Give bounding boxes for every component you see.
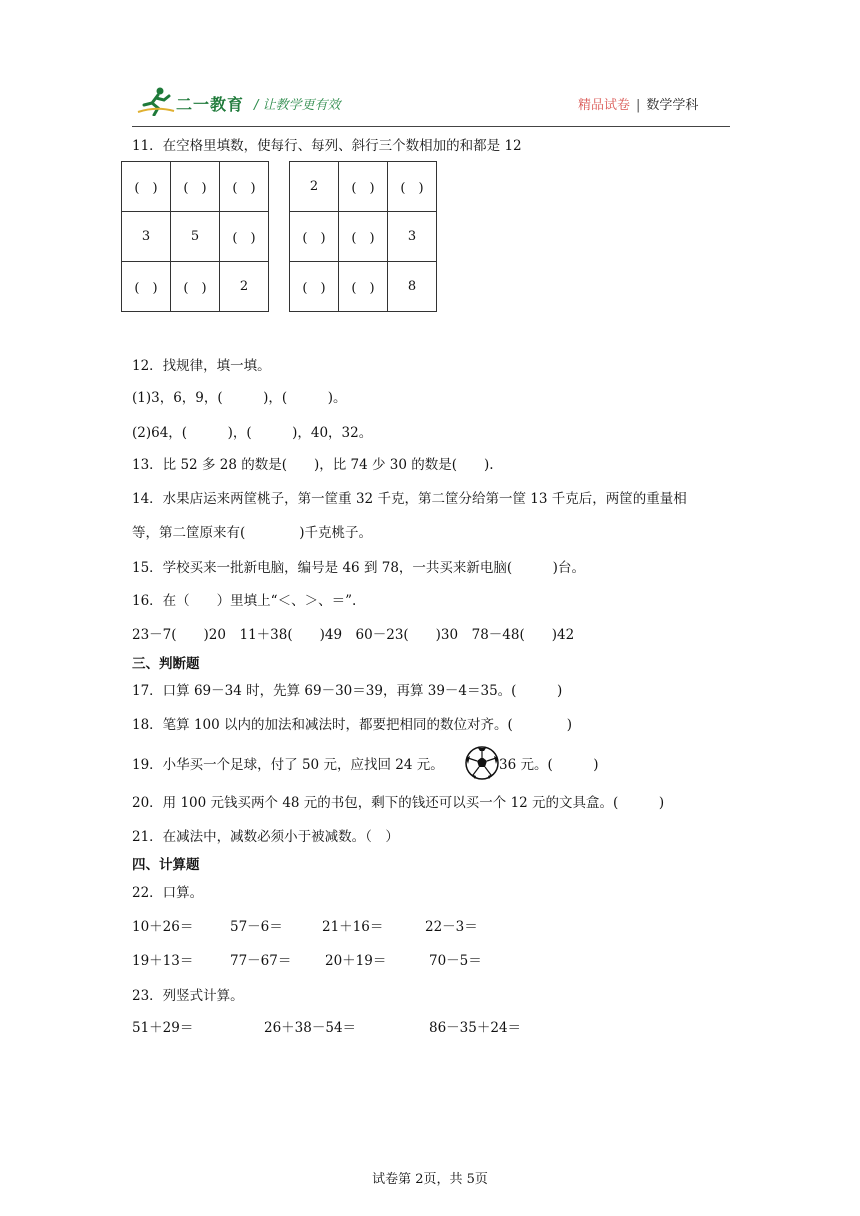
grid-cell[interactable]: ( ) — [122, 262, 171, 312]
grid-cell: 3 — [122, 212, 171, 262]
calc-item: 70－5＝ — [429, 953, 482, 969]
calc-item: 21＋16＝ — [322, 919, 384, 935]
grid-cell: 5 — [171, 212, 220, 262]
question-21: 21．在减法中，减数必须小于被减数。（ ） — [132, 829, 399, 845]
page-footer: 试卷第 2页，共 5页 — [372, 1172, 488, 1187]
subject-label: 数学学科 — [646, 98, 699, 113]
question-13: 13．比 52 多 28 的数是( )，比 74 少 30 的数是( ). — [132, 457, 494, 473]
question-14-line-1: 14．水果店运来两筐桃子，第一筐重 32 千克，第二筐分给第一筐 13 千克后，两筐的重量相 — [132, 491, 687, 507]
magic-square-right — [289, 161, 437, 312]
soccer-ball-icon — [465, 746, 499, 780]
question-12-part-1: (1)3，6，9，( )，( )。 — [132, 390, 347, 406]
question-16-items: 23－7( )20 11＋38( )49 60－23( )30 78－48( )42 — [132, 627, 575, 643]
calc-item: 20＋19＝ — [325, 953, 387, 969]
grid-cell[interactable]: ( ) — [171, 262, 220, 312]
grid-cell[interactable]: ( ) — [290, 262, 339, 312]
grid-cell[interactable]: ( ) — [220, 162, 269, 212]
question-16: 16．在（ ）里填上“＜、＞、＝”. — [132, 593, 357, 609]
grid-cell[interactable]: ( ) — [339, 262, 388, 312]
calc-item: 77－67＝ — [230, 953, 292, 969]
magic-square-left — [121, 161, 269, 312]
grid-cell[interactable]: ( ) — [220, 212, 269, 262]
grid-cell: 8 — [388, 262, 437, 312]
calc-item: 57－6＝ — [230, 919, 283, 935]
grid-cell[interactable]: ( ) — [122, 162, 171, 212]
grid-spacer — [272, 161, 290, 311]
section-heading-calc: 四、计算题 — [132, 857, 200, 873]
header-divider — [132, 126, 730, 127]
question-15: 15．学校买来一批新电脑，编号是 46 到 78，一共买来新电脑( )台。 — [132, 560, 585, 576]
calc-item: 22－3＝ — [425, 919, 478, 935]
header-separator: | — [636, 98, 641, 113]
calc-item: 10＋26＝ — [132, 919, 194, 935]
question-20: 20．用 100 元钱买两个 48 元的书包，剩下的钱还可以买一个 12 元的文具盒。( ) — [132, 795, 665, 811]
calc-item: 86－35＋24＝ — [429, 1020, 522, 1036]
brand-slogan: / 让教学更有效 — [254, 98, 341, 113]
calc-item: 26＋38－54＝ — [264, 1020, 357, 1036]
runner-logo-icon — [136, 86, 176, 116]
question-14-line-2: 等，第二筐原来有( )千克桃子。 — [132, 525, 373, 541]
calc-item: 51＋29＝ — [132, 1020, 194, 1036]
question-19: 19．小华买一个足球，付了 50 元，应找回 24 元。 — [132, 757, 444, 773]
question-23: 23．列竖式计算。 — [132, 988, 244, 1004]
brand-name: 二一教育 — [176, 95, 245, 114]
question-22: 22．口算。 — [132, 885, 204, 901]
grid-cell[interactable]: ( ) — [388, 162, 437, 212]
grid-cell[interactable]: ( ) — [339, 162, 388, 212]
question-11: 11．在空格里填数，使每行、每列、斜行三个数相加的和都是 12 — [132, 138, 522, 154]
question-19-continued: 36 元。( ) — [499, 757, 599, 773]
exam-label: 精品试卷 — [578, 98, 631, 113]
header-labels — [578, 94, 698, 113]
question-18: 18．笔算 100 以内的加法和减法时，都要把相同的数位对齐。( ) — [132, 717, 573, 733]
grid-cell[interactable]: ( ) — [290, 212, 339, 262]
grid-cell[interactable]: ( ) — [171, 162, 220, 212]
question-12-part-2: (2)64，( )，( )，40，32。 — [132, 425, 373, 441]
question-12: 12．找规律，填一填。 — [132, 358, 271, 374]
grid-cell: 3 — [388, 212, 437, 262]
grid-cell: 2 — [290, 162, 339, 212]
grid-cell: 2 — [220, 262, 269, 312]
grid-cell[interactable]: ( ) — [339, 212, 388, 262]
calc-item: 19＋13＝ — [132, 953, 194, 969]
section-heading-judge: 三、判断题 — [132, 656, 200, 672]
question-17: 17．口算 69－34 时，先算 69－30＝39，再算 39－4＝35。( ) — [132, 683, 563, 699]
